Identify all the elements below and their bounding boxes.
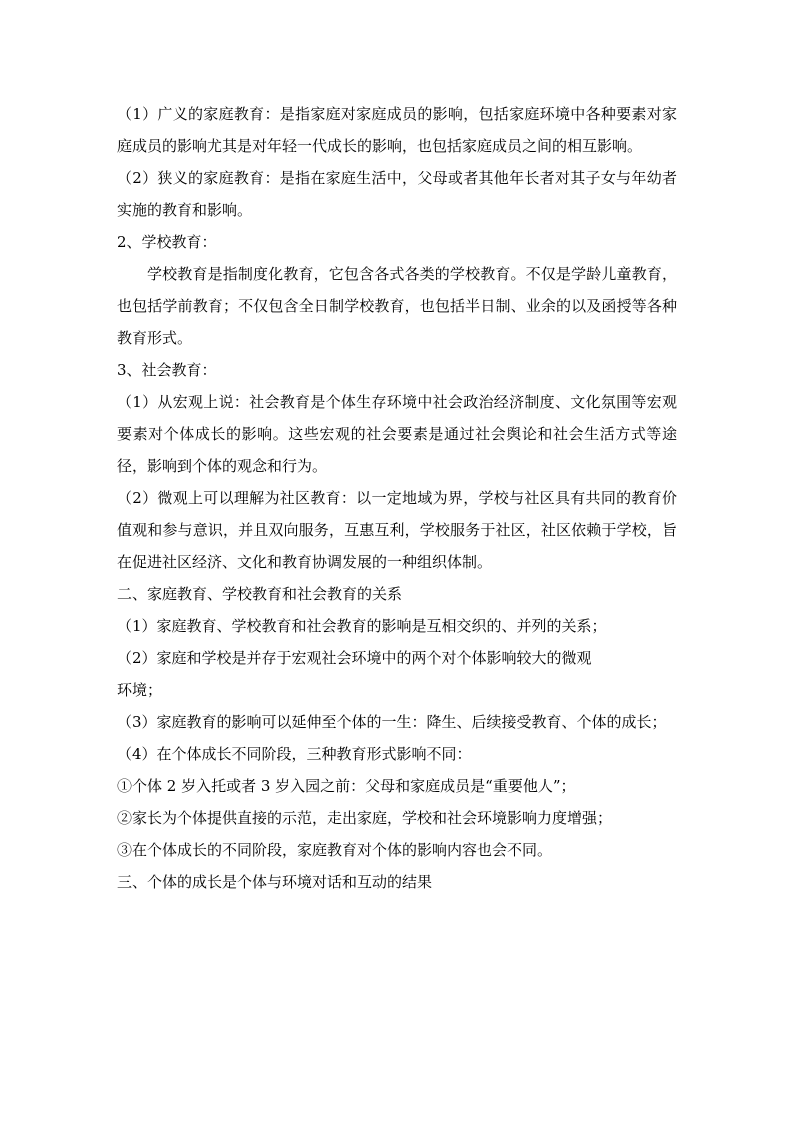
list-item-relationship-3: （3）家庭教育的影响可以延伸至个体的一生：降生、后续接受教育、个体的成长； [117,713,667,731]
list-item-relationship-4: （4）在个体成长不同阶段，三种教育形式影响不同： [117,745,472,763]
heading-social-education: 3、社会教育： [117,361,217,379]
heading-individual-growth: 三、个体的成长是个体与环境对话和互动的结果 [117,873,433,891]
sub-item-stage-3: ③在个体成长的不同阶段，家庭教育对个体的影响内容也会不同。 [117,841,553,859]
heading-school-education: 2、学校教育： [117,233,217,251]
list-item-relationship-2: （2）家庭和学校是并存于宏观社会环境中的两个对个体影响较大的微观 [117,649,592,667]
sub-item-stage-2: ②家长为个体提供直接的示范，走出家庭，学校和社会环境影响力度增强； [117,809,613,827]
paragraph-narrow-family-education: （2）狭义的家庭教育：是指在家庭生活中，父母或者其他年长者对其子女与年幼者实施的教育和影响。 [117,169,677,219]
paragraph-macro-social-education: （1）从宏观上说：社会教育是个体生存环境中社会政治经济制度、文化氛围等宏观要素对个体成长的影响。这些宏观的社会要素是通过社会舆论和社会生活方式等途径，影响到个体的观念和行为。 [117,393,677,475]
document-body [117,98,677,898]
heading-education-relationship: 二、家庭教育、学校教育和社会教育的关系 [117,585,403,603]
sub-item-stage-1: ①个体 2 岁入托或者 3 岁入园之前：父母和家庭成员是“重要他人”； [117,777,576,795]
paragraph-micro-community-education: （2）微观上可以理解为社区教育：以一定地域为界，学校与社区具有共同的教育价值观和参与意识，并且双向服务，互惠互利，学校服务于社区，社区依赖于学校，旨在促进社区经济、文化和教育协调发展的一种组织体制。 [117,489,677,571]
list-item-relationship-2-continued: 环境； [117,681,163,699]
paragraph-broad-family-education: （1）广义的家庭教育：是指家庭对家庭成员的影响，包括家庭环境中各种要素对家庭成员的影响尤其是对年轻一代成长的影响，也包括家庭成员之间的相互影响。 [117,105,677,155]
paragraph-school-education: 学校教育是指制度化教育，它包含各式各类的学校教育。不仅是学龄儿童教育，也包括学前教育；不仅包含全日制学校教育，也包括半日制、业余的以及函授等各种教育形式。 [117,265,677,347]
list-item-relationship-1: （1）家庭教育、学校教育和社会教育的影响是互相交织的、并列的关系； [117,617,607,635]
